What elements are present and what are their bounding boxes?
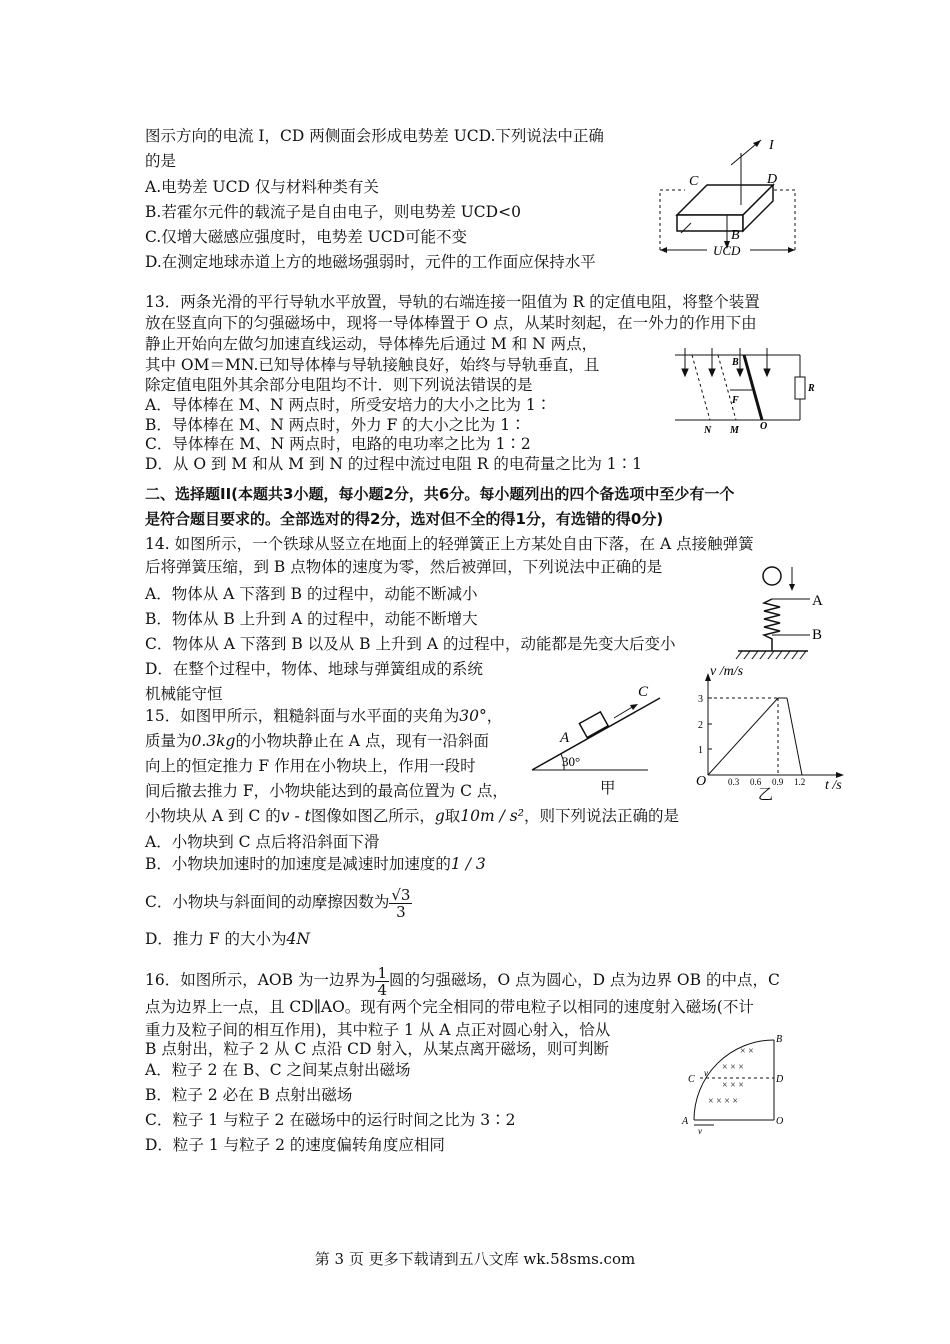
q16-option-a: A．粒子 2 在 B、C 之间某点射出磁场	[145, 1061, 411, 1079]
vt-origin: O	[696, 774, 707, 789]
incline-figure	[530, 680, 670, 780]
rails-label-b: B	[732, 357, 739, 368]
q12-option-a: A.电势差 UCD 仅与材料种类有关	[145, 178, 379, 196]
hall-element-figure	[655, 135, 805, 265]
rails-label-n: N	[704, 425, 712, 435]
vt-ytick-1: 1	[698, 745, 703, 756]
q16-line3: 重力及粒子间的相互作用)，其中粒子 1 从 A 点正对圆心射入，恰从	[145, 1021, 611, 1039]
q16-option-c: C．粒子 1 与粒子 2 在磁场中的运行时间之比为 3∶2	[145, 1111, 516, 1129]
vt-xtick-4: 1.2	[794, 777, 806, 787]
q12-line1: 图示方向的电流 I，CD 两侧面会形成电势差 UCD.下列说法中正确	[145, 127, 604, 145]
section2-line2: 是符合题目要求的。全部选对的得2分，选对但不全的得1分，有选错的得0分)	[145, 510, 664, 528]
hall-label-d: D	[767, 172, 778, 187]
q13-option-a: A．导体棒在 M、N 两点时，所受安培力的大小之比为 1∶	[145, 396, 552, 414]
spring-figure	[730, 563, 830, 663]
q15-option-d: D．推力 F 的大小为4N	[145, 930, 310, 948]
q15-option-c-fraction: $\frac{√3}{3}$	[391, 885, 411, 921]
q15-angle: 30°	[459, 707, 487, 725]
svg-text:× ×: × ×	[740, 1046, 754, 1057]
qc-label-a: A	[682, 1116, 689, 1127]
q15-line3: 向上的恒定推力 F 作用在小物块上，作用一段时	[145, 757, 476, 775]
rails-figure	[670, 345, 820, 435]
q16-line2: 点为边界上一点，且 CD∥AO。现有两个完全相同的带电粒子以相同的速度射入磁场(不计	[145, 998, 754, 1016]
q14-option-b: B．物体从 B 上升到 A 的过程中，动能不断增大	[145, 610, 478, 628]
q15-vt: v - t	[280, 807, 311, 825]
vt-xtick-1: 0.3	[728, 777, 740, 787]
hall-label-b: B	[731, 228, 740, 243]
q13-line1: 13．两条光滑的平行导轨水平放置，导轨的右端连接一阻值为 R 的定值电阻，将整个装置	[145, 293, 760, 311]
q14-option-d2: 机械能守恒	[145, 685, 223, 703]
q15-option-b-value: 1 / 3	[450, 855, 486, 873]
q15-option-c: C．小物块与斜面间的动摩擦因数为 $\frac{√3}{3}$	[145, 885, 411, 921]
svg-text:× × ×: × × ×	[722, 1080, 744, 1091]
q14-option-a: A．物体从 A 下落到 B 的过程中，动能不断减小	[145, 585, 478, 603]
q15-mass: 0.3kg	[191, 732, 236, 750]
q12-line2: 的是	[145, 152, 177, 170]
vt-caption: 乙	[758, 787, 774, 800]
q15-line1: 15．如图甲所示，粗糙斜面与水平面的夹角为30°，	[145, 707, 503, 725]
vt-xtick-3: 0.9	[772, 777, 784, 787]
q13-line3: 静止开始向左做匀加速直线运动，导体棒先后通过 M 和 N 两点，	[145, 335, 598, 353]
q13-line4: 其中 OM＝MN.已知导体棒与导轨接触良好，始终与导轨垂直，且	[145, 356, 600, 374]
q14-line2: 后将弹簧压缩，到 B 点物体的速度为零，然后被弹回，下列说法中正确的是	[145, 558, 663, 576]
q16-fraction: $\frac{1}{4}$	[377, 963, 387, 999]
q15-option-b: B．小物块加速时的加速度是减速时加速度的1 / 3	[145, 855, 486, 873]
page-footer: 第 3 页 更多下载请到五八文库 wk.58sms.com	[314, 1250, 636, 1268]
rails-label-m: M	[730, 425, 739, 435]
spring-label-a: A	[812, 593, 823, 609]
q15-line4: 间后撤去推力 F，小物块能达到的最高位置为 C 点，	[145, 782, 508, 800]
spring-label-b: B	[812, 627, 823, 643]
q16-line1: 16．如图所示，AOB 为一边界为 $\frac{1}{4}$ 圆的匀强磁场，O 点为圆心，D 点为边界 OB 的中点，C	[145, 963, 780, 999]
section2-line1: 二、选择题II(本题共3小题，每小题2分，共6分。每小题列出的四个备选项中至少有一个	[145, 485, 735, 503]
hall-label-i: I	[769, 138, 774, 153]
svg-text:× × ×: × × ×	[722, 1062, 744, 1073]
q12-option-c: C.仅增大磁感应强度时，电势差 UCD可能不变	[145, 228, 468, 246]
svg-text:× × × ×: × × × ×	[708, 1096, 739, 1107]
q15-option-a: A．小物块到 C 点后将沿斜面下滑	[145, 833, 380, 851]
vt-x-label: t /s	[825, 778, 842, 793]
q12-option-d: D.在测定地球赤道上方的地磁场强弱时，元件的工作面应保持水平	[145, 253, 596, 271]
q15-g: g	[434, 807, 445, 825]
vt-y-label: v /m/s	[710, 665, 744, 679]
vt-ytick-3: 3	[698, 694, 703, 705]
vt-graph	[690, 665, 860, 800]
qc-label-d: D	[776, 1074, 784, 1085]
q16-option-d: D．粒子 1 与粒子 2 的速度偏转角度应相同	[145, 1136, 445, 1154]
quarter-circle-figure	[678, 1028, 798, 1138]
q13-option-b: B．导体棒在 M、N 两点时，外力 F 的大小之比为 1∶	[145, 416, 526, 434]
incline-caption-text: 甲	[600, 779, 616, 797]
q16-line4: B 点射出，粒子 2 从 C 点沿 CD 射入，从某点离开磁场，则可判断	[145, 1040, 609, 1058]
rails-label-o: O	[760, 421, 768, 432]
vt-ytick-2: 2	[698, 720, 703, 731]
q13-option-d: D．从 O 到 M 和从 M 到 N 的过程中流过电阻 R 的电荷量之比为 1∶1	[145, 455, 643, 473]
rails-label-r: R	[808, 383, 815, 394]
hall-label-ucd: UCD	[713, 243, 741, 258]
q13-option-c: C．导体棒在 M、N 两点时，电路的电功率之比为 1∶2	[145, 435, 531, 453]
qc-label-b: B	[776, 1034, 783, 1045]
rails-label-f: F	[732, 395, 739, 406]
vt-xtick-2: 0.6	[750, 777, 762, 787]
q15-line2: 质量为0.3kg的小物块静止在 A 点，现有一沿斜面	[145, 732, 490, 750]
incline-label-angle: 30°	[562, 754, 581, 769]
incline-label-c: C	[638, 684, 649, 700]
q14-option-d1: D．在整个过程中，物体、地球与弹簧组成的系统	[145, 660, 483, 678]
q16-option-b: B．粒子 2 必在 B 点射出磁场	[145, 1086, 353, 1104]
q15-option-d-value: 4N	[286, 930, 310, 948]
q13-line2: 放在竖直向下的匀强磁场中，现将一导体棒置于 O 点，从某时刻起，在一外力的作用下由	[145, 314, 757, 332]
incline-label-a: A	[560, 730, 570, 746]
qc-label-o: O	[776, 1116, 784, 1127]
q14-option-c: C．物体从 A 下落到 B 以及从 B 上升到 A 的过程中，动能都是先变大后变小	[145, 635, 676, 653]
q15-g-value: 10m / s²	[460, 807, 524, 825]
q14-line1: 14. 如图所示，一个铁球从竖立在地面上的轻弹簧正上方某处自由下落，在 A 点接触弹簧	[145, 535, 754, 553]
hall-label-c: C	[689, 174, 699, 189]
q13-line5: 除定值电阻外其余部分电阻均不计．则下列说法错误的是	[145, 376, 533, 394]
qc-label-c: C	[688, 1074, 695, 1085]
q12-option-b: B.若霍尔元件的载流子是自由电子，则电势差 UCD<0	[145, 203, 521, 221]
qc-label-v2: v	[698, 1126, 702, 1136]
qc-label-v1: v	[704, 1068, 708, 1078]
q15-line5: 小物块从 A 到 C 的v - t图像如图乙所示，g取10m / s²，则下列说法正确的是	[145, 807, 679, 825]
